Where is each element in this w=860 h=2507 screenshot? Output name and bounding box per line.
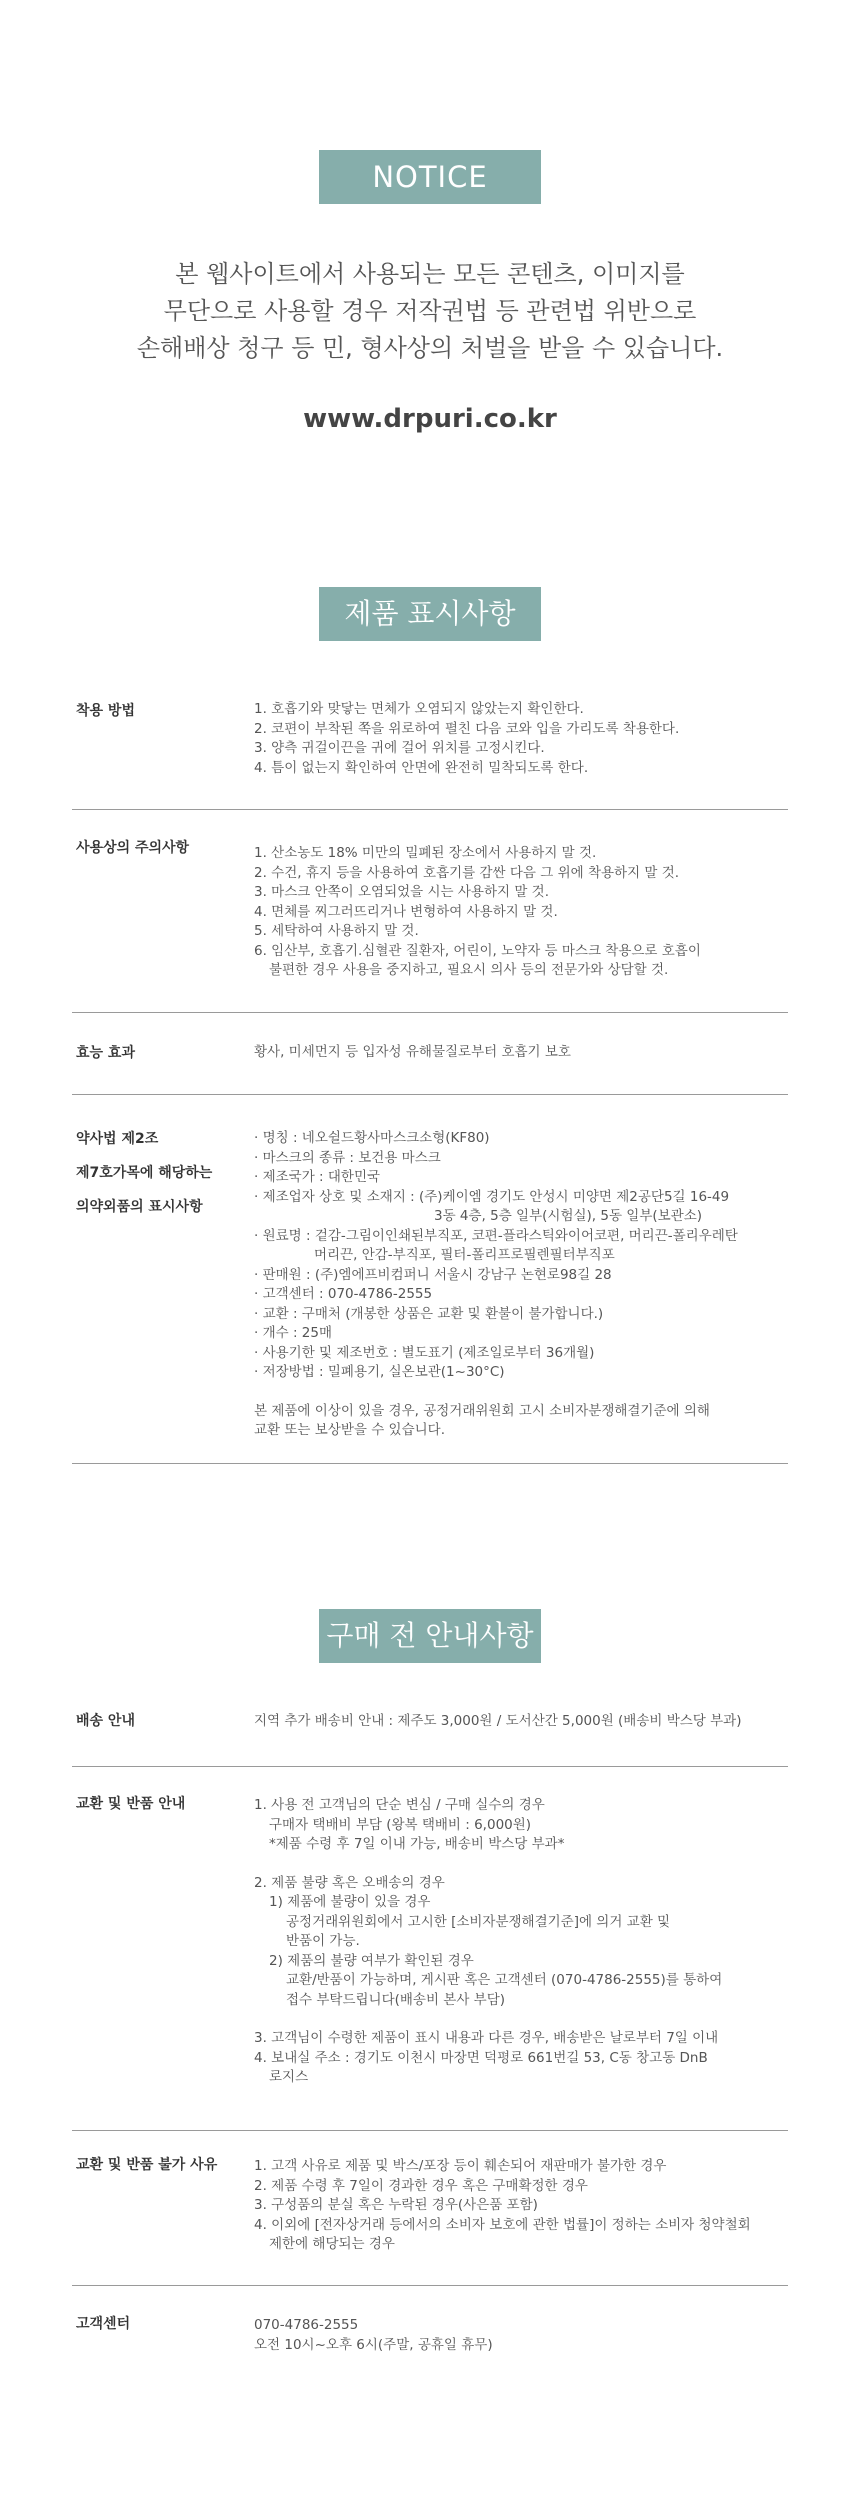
value-line: · 사용기한 및 제조번호 : 별도표기 (제조일로부터 36개월) [254,1344,595,1361]
value-line: 1. 사용 전 고객님의 단순 변심 / 구매 실수의 경우 [254,1797,545,1813]
value-line: 3동 4층, 5층 일부(시험실), 5동 일부(보관소) [434,1208,703,1224]
value-line: · 판매원 : (주)엠에프비컴퍼니 서울시 강남구 논현로98길 28 [254,1266,612,1283]
info-row-efficacy [72,1013,788,1095]
purchase-info-table [72,1686,788,2396]
value-line: · 마스크의 종류 : 보건용 마스크 [254,1149,441,1166]
value-line: 070-4786-2555 [254,2317,359,2333]
value-line: 2. 코편이 부착된 쪽을 위로하여 펼친 다음 코와 입을 가리도록 착용한다. [254,720,680,737]
value-line: 6. 임산부, 호흡기.심혈관 질환자, 어린이, 노약자 등 마스크 착용으로 호흡이 [254,942,701,959]
value-line: 교환/반품이 가능하며, 게시판 혹은 고객센터 (070-4786-2555)를 통하여 [286,1972,723,1988]
value-line: 반품이 가능. [286,1933,360,1949]
value-line: 1) 제품에 불량이 있을 경우 [269,1894,431,1910]
purchase-section-title: 구매 전 안내사항 [319,1609,541,1663]
value-line: 3. 마스크 안쪽이 오염되었을 시는 사용하지 말 것. [254,884,549,900]
value-line: · 원료명 : 겉감-그림이인쇄된부직포, 코편-플라스틱와이어코편, 머리끈-폴리우레탄 [254,1227,738,1244]
value-line: 로지스 [269,2069,309,2085]
info-row-shipping [72,1686,788,1767]
row-value [254,1129,774,1441]
row-label-text: 배송 안내 [76,1713,135,1729]
value-line: 제한에 해당되는 경우 [269,2236,395,2252]
value-line: 1. 고객 사유로 제품 및 박스/포장 등이 훼손되어 재판매가 불가한 경우 [254,2158,667,2174]
value-line: 5. 세탁하여 사용하지 말 것. [254,923,419,939]
value-line: 4. 틈이 없는지 확인하여 안면에 완전히 밀착되도록 한다. [254,759,589,776]
info-row-usage [72,690,788,810]
value-line: *제품 수령 후 7일 이내 가능, 배송비 박스당 부과* [269,1836,565,1852]
row-label [76,836,189,861]
row-label-text: 고객센터 [76,2316,131,2332]
row-label-text: 약사법 제2조 [76,1131,159,1147]
row-value [254,2157,774,2255]
value-line: 1. 산소농도 18% 미만의 밀폐된 장소에서 사용하지 말 것. [254,845,597,861]
row-label [76,1792,185,1817]
value-line: 본 제품에 이상이 있을 경우, 공정거래위원회 고시 소비자분쟁해결기준에 의해 [254,1402,710,1419]
notice-message [0,256,860,367]
value-line: 불편한 경우 사용을 중지하고, 필요시 의사 등의 전문가와 상담할 것. [269,962,669,978]
info-row-caution [72,810,788,1013]
row-value [254,2316,774,2355]
value-line: 3. 고객님이 수령한 제품이 표시 내용과 다른 경우, 배송받은 날로부터 7일 이내 [254,2030,719,2046]
notice-line: 무단으로 사용할 경우 저작권법 등 관련법 위반으로 [163,297,697,325]
value-line: 2. 제품 수령 후 7일이 경과한 경우 혹은 구매확정한 경우 [254,2177,588,2194]
row-value [254,700,774,778]
info-row-return-guide [72,1767,788,2131]
value-line: · 제조업자 상호 및 소재지 : (주)케이엠 경기도 안성시 미양면 제2공단5길 16-49 [254,1188,730,1205]
value-line: 4. 보내실 주소 : 경기도 이천시 마장면 덕평로 661번길 53, C동 창고동 DnB [254,2049,708,2066]
row-value [254,844,774,981]
row-value [254,1712,774,1732]
row-value [254,1043,774,1063]
row-label [76,699,135,724]
notice-line: 본 웹사이트에서 사용되는 모든 콘텐츠, 이미지를 [175,260,685,288]
notice-title: NOTICE [319,150,541,204]
value-line: 공정거래위원회에서 고시한 [소비자분쟁해결기준]에 의거 교환 및 [286,1913,671,1930]
value-line: 2. 제품 불량 혹은 오배송의 경우 [254,1874,445,1891]
info-row-legal-label [72,1095,788,1464]
row-label [76,1122,212,1224]
value-line: 교환 또는 보상받을 수 있습니다. [254,1422,445,1438]
value-line: 3. 양측 귀걸이끈을 귀에 걸어 위치를 고정시킨다. [254,740,545,756]
value-line: 4. 면체를 찌그러뜨리거나 변형하여 사용하지 말 것. [254,903,558,920]
row-label-text: 효능 효과 [76,1045,135,1061]
value-line: · 개수 : 25매 [254,1325,333,1341]
product-info-table [72,690,788,1464]
row-label [76,1709,135,1734]
row-label-text: 제7호가목에 해당하는 [76,1165,213,1181]
value-line: 접수 부탁드립니다(배송비 본사 부담) [286,1991,506,2008]
site-url: www.drpuri.co.kr [303,404,557,434]
value-line: 1. 호흡기와 맞닿는 면체가 오염되지 않았는지 확인한다. [254,701,584,717]
value-line: 황사, 미세먼지 등 입자성 유해물질로부터 호흡기 보호 [254,1044,571,1060]
row-label-text: 사용상의 주의사항 [76,840,190,856]
value-line: · 고객센터 : 070-4786-2555 [254,1286,433,1302]
product-section-title: 제품 표시사항 [319,587,541,641]
row-label-text: 교환 및 반품 안내 [76,1796,186,1812]
value-line: 지역 추가 배송비 안내 : 제주도 3,000원 / 도서산간 5,000원 (배송비 박스당 부과) [254,1713,742,1729]
row-value [254,1796,774,2088]
value-line: · 저장방법 : 밀폐용기, 실온보관(1~30°C) [254,1364,505,1380]
info-row-customer-center [72,2286,788,2396]
value-line: 2. 수건, 휴지 등을 사용하여 호흡기를 감싼 다음 그 위에 착용하지 말 것. [254,864,680,881]
value-line: 2) 제품의 불량 여부가 확인된 경우 [269,1952,474,1969]
value-line: 구매자 택배비 부담 (왕복 택배비 : 6,000원) [269,1816,532,1833]
info-row-return-restrictions [72,2131,788,2286]
row-label [76,2153,217,2178]
value-line: 머리끈, 안감-부직포, 필터-폴리프로필렌필터부직포 [314,1247,615,1263]
value-line: 3. 구성품의 분실 혹은 누락된 경우(사은품 포함) [254,2197,538,2213]
value-line: 4. 이외에 [전자상거래 등에서의 소비자 보호에 관한 법률]이 정하는 소비자 청약철회 [254,2216,751,2233]
value-line: · 제조국가 : 대한민국 [254,1169,381,1185]
row-label-text: 착용 방법 [76,703,135,719]
row-label [76,1041,135,1066]
row-label-text: 교환 및 반품 불가 사유 [76,2157,218,2173]
row-label [76,2312,130,2337]
value-line: · 명칭 : 네오쉴드황사마스크소형(KF80) [254,1130,490,1146]
value-line: · 교환 : 구매처 (개봉한 상품은 교환 및 환불이 불가합니다.) [254,1305,604,1322]
value-line: 오전 10시~오후 6시(주말, 공휴일 휴무) [254,2336,493,2353]
row-label-text: 의약외품의 표시사항 [76,1199,203,1215]
notice-line: 손해배상 청구 등 민, 형사상의 처벌을 받을 수 있습니다. [136,334,724,362]
